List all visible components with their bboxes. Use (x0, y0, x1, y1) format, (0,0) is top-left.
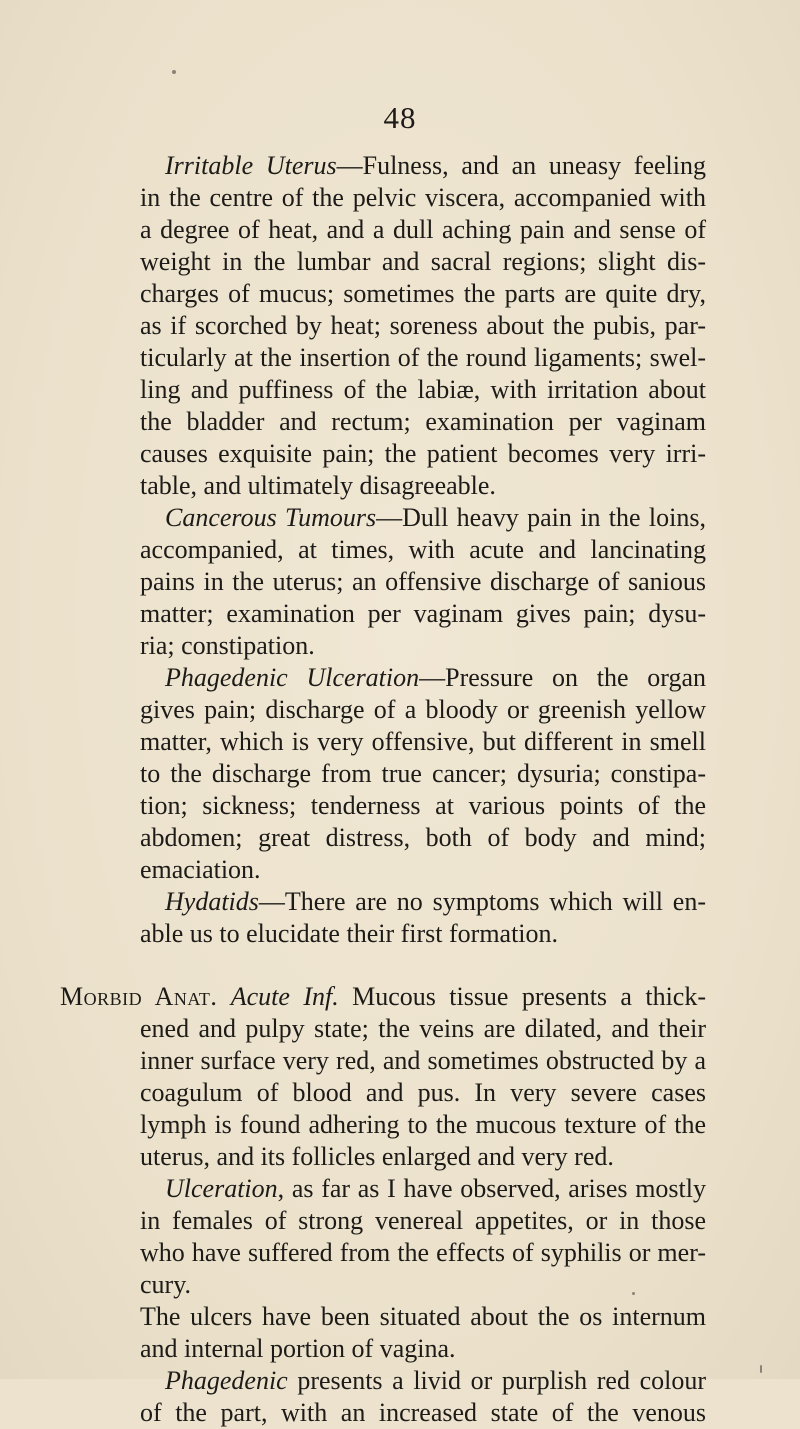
text-line: pains in the uterus; an offensive discharge of sanious (140, 567, 706, 596)
paper-speck (632, 1292, 635, 1295)
heading-ulceration: Ulceration (165, 1174, 278, 1203)
text-line: charges of mucus; sometimes the parts are quite dry, (140, 279, 706, 308)
text-line: as if scorched by heat; soreness about the pubis, par- (140, 311, 706, 340)
text-line: inner surface very red, and sometimes obstructed by a (140, 1046, 706, 1075)
text-line: uterus, and its follicles enlarged and very red. (140, 1142, 614, 1171)
paragraph-morbid-anatomy (60, 981, 707, 1173)
text-line: Phagedenic presents a livid or purplish red colour (165, 1366, 706, 1395)
paper-speck (760, 1365, 762, 1373)
text-line: and internal portion of vagina. (140, 1334, 456, 1363)
heading-phagedenic-ulceration: Phagedenic Ulceration (165, 663, 420, 692)
paper-speck (172, 70, 176, 74)
text-line: Phagedenic Ulceration—Pressure on the organ (165, 663, 706, 692)
text-line: abdomen; great distress, both of body and mind; (140, 823, 706, 852)
text-line: in the centre of the pelvic viscera, accompanied with (140, 183, 706, 212)
text-line: Morbid Anat. Acute Inf. Mucous tissue presents a thick- (60, 982, 707, 1011)
text-line: Hydatids—There are no symptoms which will en- (165, 887, 706, 916)
text-line: in females of strong venereal appetites, or in those (140, 1206, 706, 1235)
text-line: emaciation. (140, 855, 261, 884)
paragraph-ulcers (140, 1301, 706, 1365)
page-number: 48 (383, 100, 417, 135)
heading-phagedenic: Phagedenic (165, 1366, 288, 1395)
text-line: table, and ultimately disagreeable. (140, 471, 496, 500)
paragraph-irritable-uterus (140, 150, 706, 502)
text-line: ened and pulpy state; the veins are dilated, and their (140, 1014, 706, 1043)
text-line: The ulcers have been situated about the os internum (140, 1302, 706, 1331)
text-line: gives pain; discharge of a bloody or greenish yellow (140, 695, 706, 724)
text-line: the bladder and rectum; examination per vaginam (140, 407, 706, 436)
section-label-morbid-anat: Morbid Anat. (60, 982, 218, 1011)
paragraph-phagedenic-morbid (140, 1365, 706, 1429)
text-line: cury. (140, 1270, 192, 1299)
paragraph-cancerous-tumours (140, 502, 706, 662)
text-line: matter; examination per vaginam gives pain; dysu- (140, 599, 706, 628)
heading-irritable-uterus: Irritable Uterus (165, 151, 337, 180)
text-line: causes exquisite pain; the patient becomes very irri- (140, 439, 706, 468)
text-line: a degree of heat, and a dull aching pain and sense of (140, 215, 706, 244)
text-line: accompanied, at times, with acute and lancinating (140, 535, 706, 564)
text-line: to the discharge from true cancer; dysuria; constipa- (140, 759, 706, 788)
text-line: who have suffered from the effects of syphilis or mer- (140, 1238, 706, 1267)
paragraph-phagedenic-ulceration (140, 662, 706, 886)
heading-acute-inf: Acute Inf. (230, 982, 339, 1011)
text-line: Ulceration, as far as I have observed, arises mostly (165, 1174, 706, 1203)
text-line: of the part, with an increased state of the venous (140, 1398, 706, 1427)
heading-cancerous-tumours: Cancerous Tumours (165, 503, 377, 532)
paragraph-ulceration (140, 1173, 706, 1301)
text-line: ria; constipation. (140, 631, 315, 660)
text-line: able us to elucidate their first formation. (140, 919, 559, 948)
text-line: Irritable Uterus—Fulness, and an uneasy feeling (165, 151, 706, 180)
paragraph-hydatids (140, 886, 706, 950)
text-line: ticularly at the insertion of the round ligaments; swel- (140, 343, 706, 372)
text-line: tion; sickness; tenderness at various points of the (140, 791, 706, 820)
text-line: coagulum of blood and pus. In very severe cases (140, 1078, 706, 1107)
text-line: ling and puffiness of the labiæ, with irritation about (140, 375, 706, 404)
text-line: Cancerous Tumours—Dull heavy pain in the loins, (165, 503, 706, 532)
text-line: lymph is found adhering to the mucous texture of the (140, 1110, 706, 1139)
section-gap (140, 950, 706, 981)
page-body (60, 150, 707, 1429)
text-line: weight in the lumbar and sacral regions; slight dis- (140, 247, 706, 276)
heading-hydatids: Hydatids (165, 887, 259, 916)
text-line: matter, which is very offensive, but different in smell (140, 727, 706, 756)
